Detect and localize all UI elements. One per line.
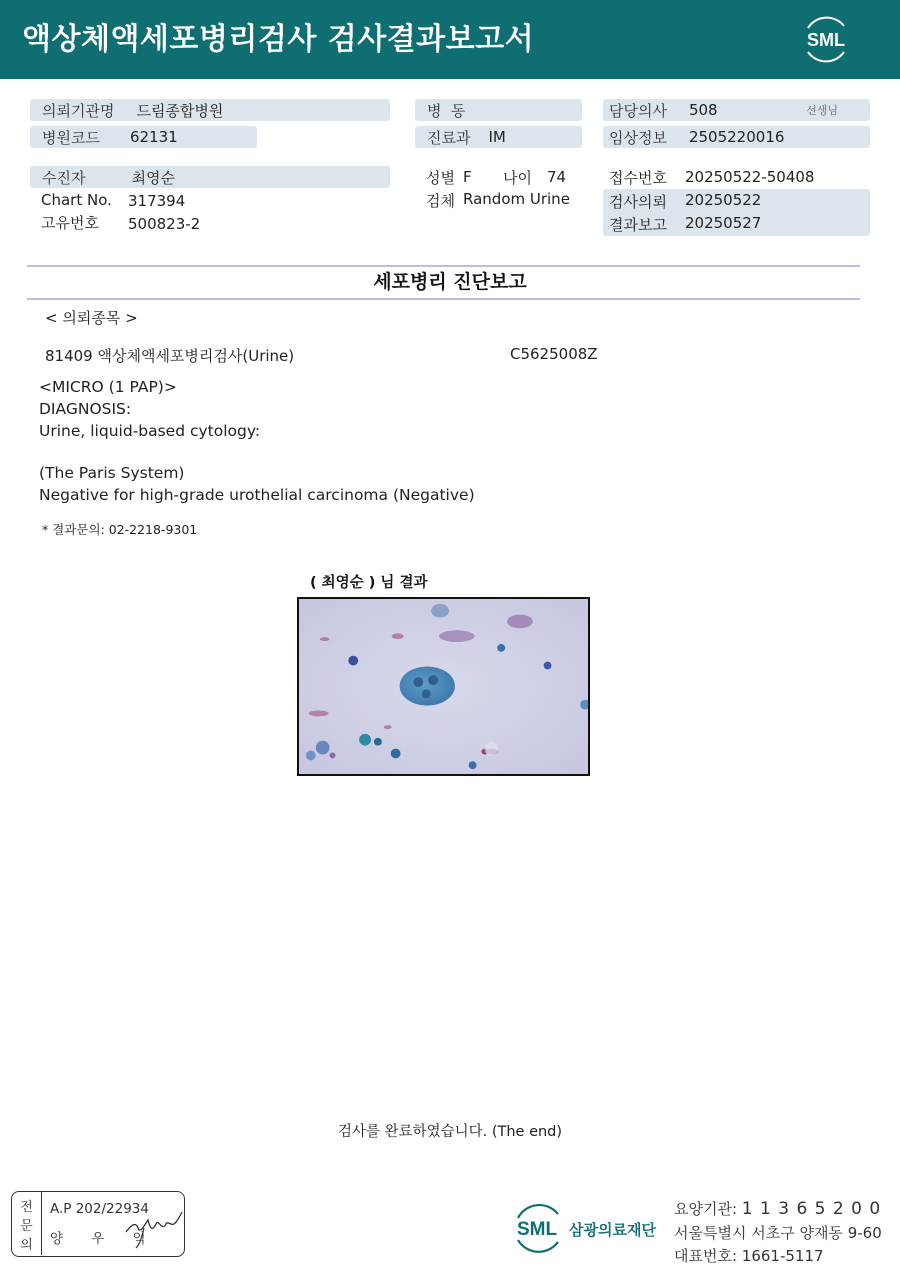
hospital-code-field <box>30 126 257 148</box>
age-value: 74 <box>547 168 567 186</box>
clinical-info-value: 2505220016 <box>688 128 785 146</box>
request-items-heading: < 의뢰종목 > <box>45 309 138 327</box>
micro-line: <MICRO (1 PAP)> <box>39 378 177 396</box>
clinical-info-label: 임상정보 <box>609 128 667 147</box>
chart-no-value: 317394 <box>128 192 186 210</box>
stamp-name: 양 우 익 <box>50 1231 158 1247</box>
ward-label: 병 동 <box>427 101 466 120</box>
stamp-side-char-3: 의 <box>20 1238 33 1253</box>
specialist-stamp <box>11 1191 185 1257</box>
department-label: 진료과 <box>427 128 471 147</box>
specimen-label: 검체 <box>426 192 455 210</box>
signature-icon <box>122 1202 184 1250</box>
unique-no-label: 고유번호 <box>41 214 99 232</box>
end-text: 검사를 완료하였습니다. (The end) <box>337 1124 563 1140</box>
report-header <box>0 0 900 79</box>
hospital-code-value: 62131 <box>129 128 178 146</box>
sml-logo-text: SML <box>807 30 845 50</box>
sex-value: F <box>463 168 472 186</box>
diagnosis-label: DIAGNOSIS: <box>39 400 132 418</box>
institution-value: 드림종합병원 <box>136 101 224 120</box>
footer-code-row <box>674 1198 881 1219</box>
paris-system-line: (The Paris System) <box>39 464 185 482</box>
image-caption: ( 최영순 ) 님 결과 <box>310 575 428 591</box>
patient-value: 최영순 <box>131 168 175 187</box>
footer-phone-value: 1661-5117 <box>741 1247 824 1265</box>
footer-phone-label: 대표번호: <box>674 1247 738 1265</box>
unique-no-value: 500823-2 <box>128 215 201 233</box>
hospital-code-label: 병원코드 <box>42 128 100 147</box>
sex-label: 성별 <box>426 169 455 187</box>
doctor-value: 508 <box>688 101 718 119</box>
cytology-image <box>297 597 590 776</box>
footer-code-label: 요양기관: <box>674 1200 738 1218</box>
stamp-side <box>12 1192 42 1255</box>
institution-field <box>30 99 390 121</box>
stamp-side-char-1: 전 <box>20 1200 33 1215</box>
report-title: 액상체액세포병리검사 검사결과보고서 <box>22 22 535 57</box>
dates-field <box>603 189 870 236</box>
footer-address: 서울특별시 서초구 양재동 9-60 <box>674 1224 882 1242</box>
footer-org-name: 삼광의료재단 <box>569 1221 656 1239</box>
clinical-info-field <box>603 126 870 148</box>
sml-logo-icon <box>798 12 854 66</box>
patient-field <box>30 166 390 188</box>
doctor-field <box>603 99 870 121</box>
stamp-side-char-2: 문 <box>20 1219 33 1234</box>
footer-code-value: 1 1 3 6 5 2 0 0 <box>741 1199 882 1219</box>
report-date-value: 20250527 <box>685 214 762 232</box>
footer-logo-text: SML <box>516 1219 558 1240</box>
institution-label: 의뢰기관명 <box>42 101 115 120</box>
ward-field <box>415 99 582 121</box>
stamp-ap-number: A.P 202/22934 <box>50 1201 149 1217</box>
age-label: 나이 <box>503 169 532 187</box>
footer-phone-row <box>674 1245 824 1266</box>
footer-sml-logo-icon <box>510 1200 566 1255</box>
section-rule-bottom <box>27 298 860 300</box>
receipt-no-value: 20250522-50408 <box>685 168 815 186</box>
receipt-no-label: 접수번호 <box>609 169 667 187</box>
doctor-label: 담당의사 <box>609 101 667 120</box>
specimen-value: Random Urine <box>463 190 570 208</box>
request-date-value: 20250522 <box>685 191 762 209</box>
department-field <box>415 126 582 148</box>
request-date-label: 검사의뢰 <box>609 193 667 211</box>
doctor-suffix: 선생님 <box>806 104 838 117</box>
inquiry-phone: * 결과문의: 02-2218-9301 <box>42 522 198 537</box>
diagnosis-result: Negative for high-grade urothelial carcinoma (Negative) <box>39 486 475 504</box>
report-date-label: 결과보고 <box>609 216 667 234</box>
test-code-name: 81409 액상체액세포병리검사(Urine) <box>45 347 295 365</box>
request-date-row <box>609 191 667 212</box>
diagnosis-line: Urine, liquid-based cytology: <box>39 422 261 440</box>
chart-no-label: Chart No. <box>41 191 112 209</box>
patient-label: 수진자 <box>42 168 86 187</box>
section-title: 세포병리 진단보고 <box>373 271 527 293</box>
specimen-code: C5625008Z <box>510 345 598 363</box>
department-value: IM <box>488 128 506 146</box>
report-date-row <box>609 214 667 235</box>
